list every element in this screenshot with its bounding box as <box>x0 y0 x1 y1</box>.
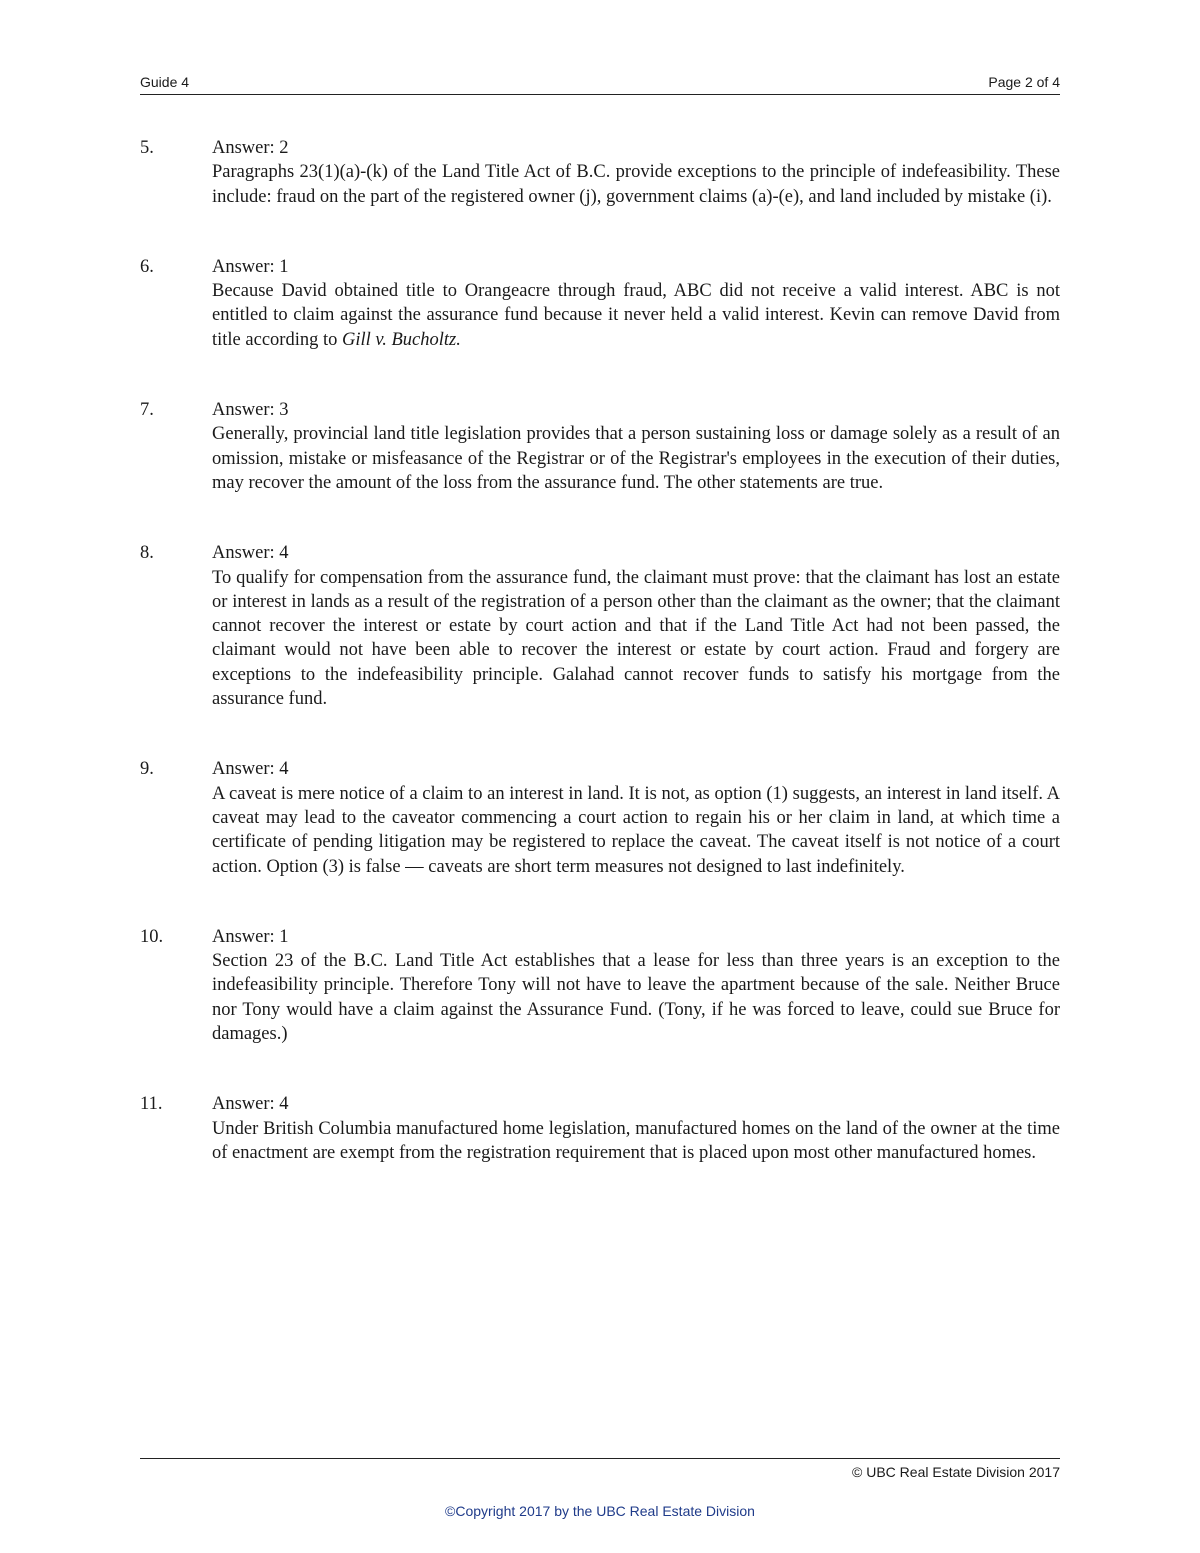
answer-item-9 <box>140 757 1060 878</box>
answer-list <box>140 136 1060 1211</box>
question-number: 8. <box>140 543 154 564</box>
answer-explanation: Paragraphs 23(1)(a)-(k) of the Land Title Act of B.C. provide exceptions to the principle of indefeasibility. These include: fraud on the part of the registered owner (j), government claims (a)-(e), and land included by mistake (i). <box>212 162 1060 207</box>
guide-title: Guide 4 <box>140 74 190 90</box>
answer-label: Answer: 4 <box>212 1094 289 1115</box>
copyright-notice: ©Copyright 2017 by the UBC Real Estate Division <box>445 1503 755 1519</box>
answer-explanation: To qualify for compensation from the assurance fund, the claimant must prove: that the claimant has lost an estate or interest in lands as a result of the registration of a person other than the claimant as the owner; that the claimant cannot recover the interest or estate by court action and that if the Land Title Act had not been passed, the claimant would not have been able to recover the interest or estate by court action. Fraud and forgery are exceptions to the indefeasibility principle. Galahad cannot recover funds to satisfy his mortgage from the assurance fund. <box>212 567 1060 710</box>
answer-item-7 <box>140 398 1060 495</box>
answer-label: Answer: 1 <box>212 256 289 277</box>
answer-explanation: Under British Columbia manufactured home legislation, manufactured homes on the land of the owner at the time of enactment are exempt from the registration requirement that is placed upon most other manufactured homes. <box>212 1118 1060 1163</box>
explanation-text: Because David obtained title to Orangeacre through fraud, ABC did not receive a valid interest. ABC is not entitled to claim against the assurance fund because it never held a valid interest. Kevin can remove David from title according to <box>212 281 1060 350</box>
answer-label: Answer: 4 <box>212 759 289 780</box>
question-number: 6. <box>140 256 154 277</box>
page-header <box>140 72 1060 95</box>
answer-item-5 <box>140 136 1060 209</box>
answer-explanation: Generally, provincial land title legislation provides that a person sustaining loss or damage solely as a result of an omission, mistake or misfeasance of the Registrar or of the Registrar's employees in the execution of their duties, may recover the amount of the loss from the assurance fund. The other statements are true. <box>212 424 1060 493</box>
answer-item-10 <box>140 925 1060 1046</box>
question-number: 11. <box>140 1094 163 1115</box>
answer-label: Answer: 4 <box>212 543 289 564</box>
question-number: 5. <box>140 138 154 158</box>
case-citation: Gill v. Bucholtz. <box>341 329 461 350</box>
answer-item-11 <box>140 1092 1060 1165</box>
answer-item-8 <box>140 541 1060 711</box>
question-number: 7. <box>140 400 154 421</box>
answer-explanation: A caveat is mere notice of a claim to an interest in land. It is not, as option (1) suggests, an interest in land itself. A caveat may lead to the caveator commencing a court action to regain his or her claim in land, at which time a certificate of pending litigation may be registered to replace the caveat. The caveat itself is not notice of a court action. Option (3) is false — caveats are short term measures not designed to last indefinitely. <box>212 783 1060 877</box>
answer-item-6 <box>140 255 1060 352</box>
question-number: 9. <box>140 759 154 780</box>
question-number: 10. <box>140 926 164 947</box>
answer-label: Answer: 2 <box>212 138 289 158</box>
answer-explanation <box>212 279 1060 352</box>
answer-explanation: Section 23 of the B.C. Land Title Act establishes that a lease for less than three years is an exception to the indefeasibility principle. Therefore Tony will not have to leave the apartment because of the sale. Neither Bruce nor Tony would have a claim against the Assurance Fund. (Tony, if he was forced to leave, could sue Bruce for damages.) <box>212 951 1060 1045</box>
footer-credit: © UBC Real Estate Division 2017 <box>852 1464 1060 1480</box>
footer-divider <box>140 1458 1060 1459</box>
answer-label: Answer: 3 <box>212 400 289 421</box>
answer-label: Answer: 1 <box>212 926 289 947</box>
page-number: Page 2 of 4 <box>988 74 1060 90</box>
